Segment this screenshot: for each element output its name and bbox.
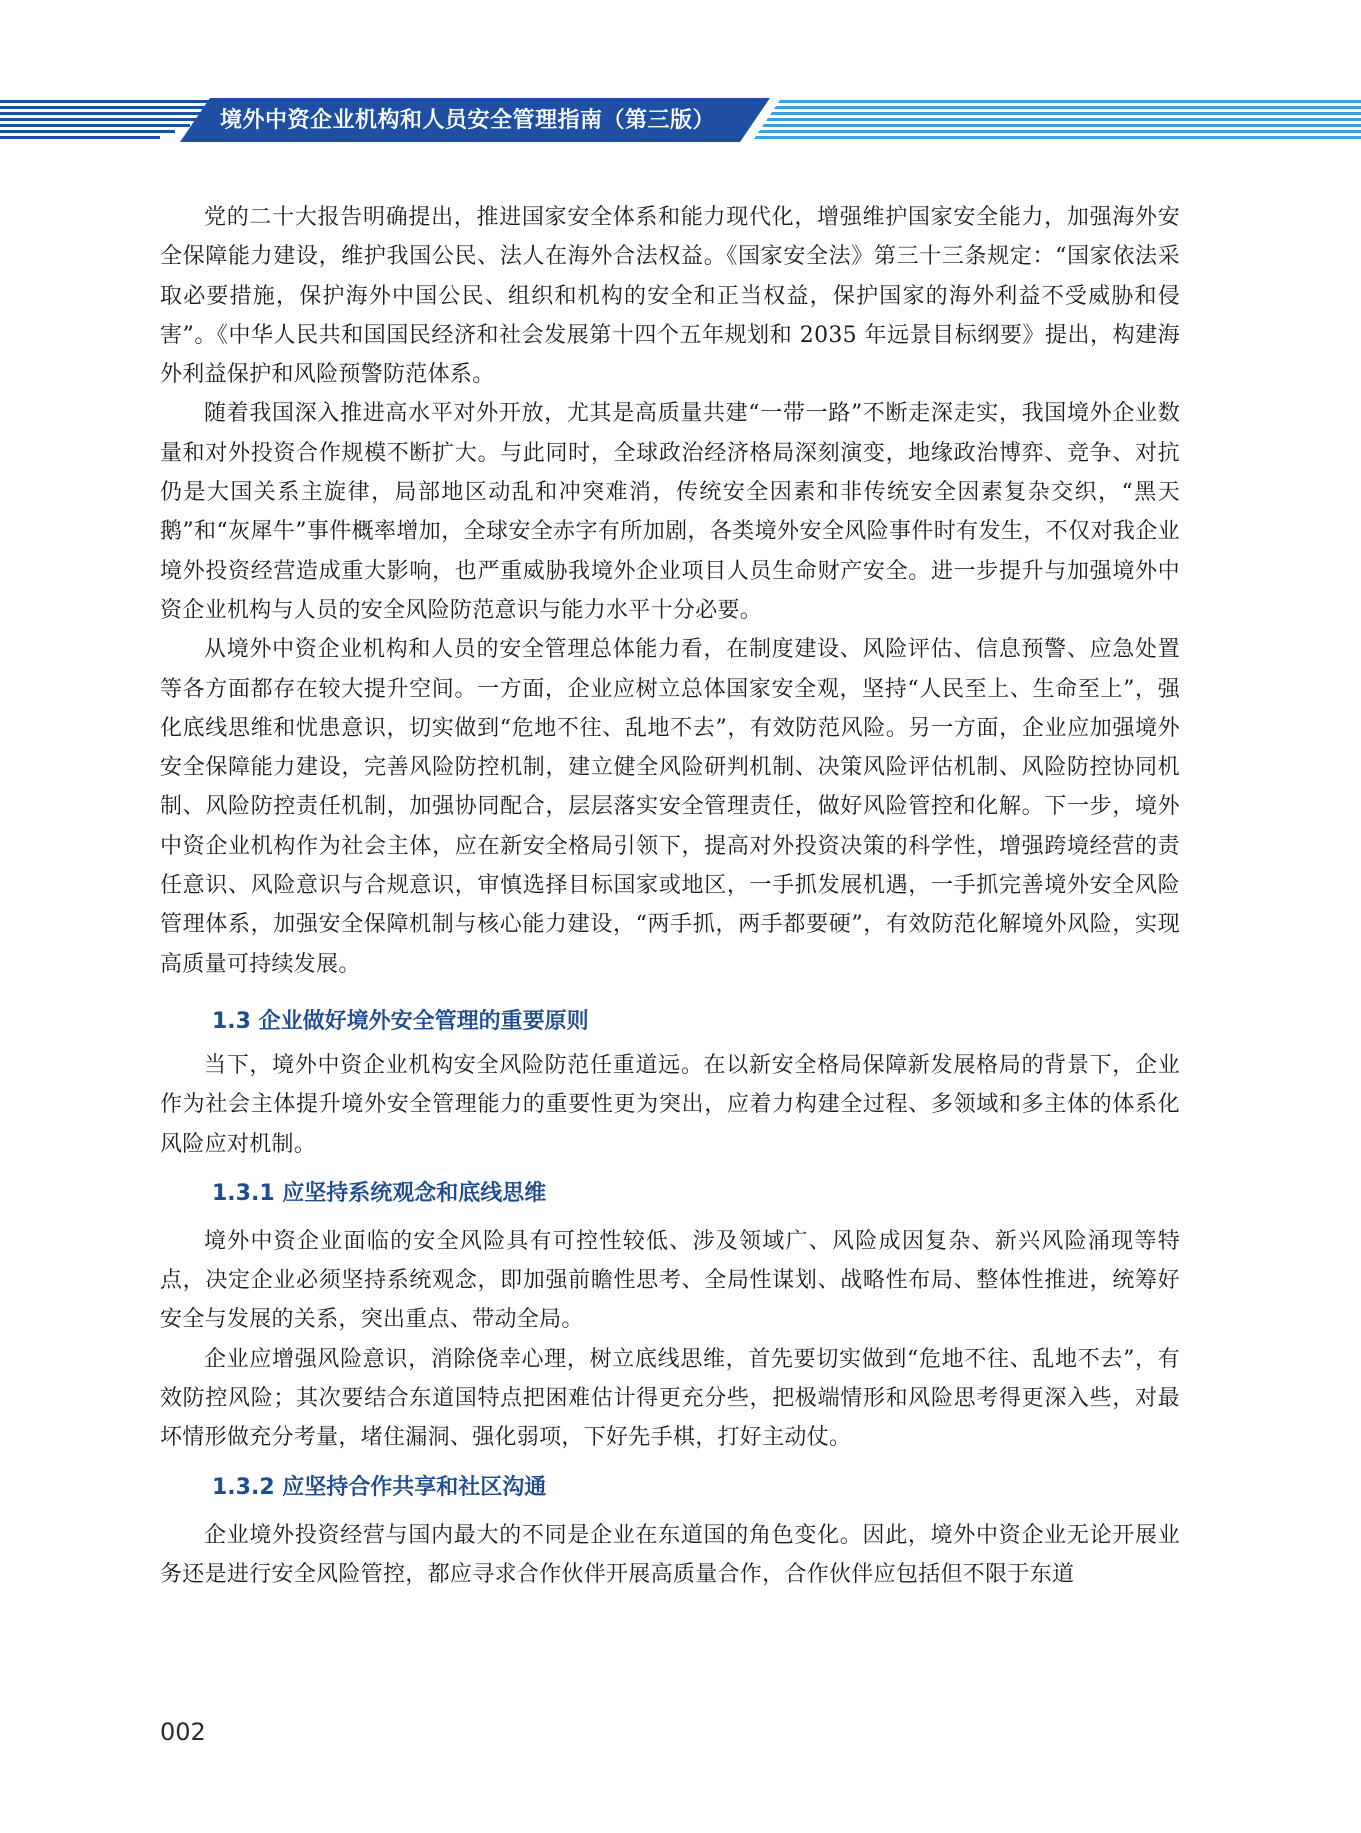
section-heading-1-3: 1.3 企业做好境外安全管理的重要原则: [212, 1008, 589, 1034]
body-paragraph-3: 从境外中资企业机构和人员的安全管理总体能力看，在制度建设、风险评估、信息预警、应急处置等各方面都存在较大提升空间。一方面，企业应树立总体国家安全观，坚持“人民至上、生命至上”，强化底线思维和忧患意识，切实做到“危地不往、乱地不去”，有效防范风险。另一方面，企业应加强境外安全保障能力建设，完善风险防控机制，建立健全风险研判机制、决策风险评估机制、风险防控协同机制、风险防控责任机制，加强协同配合，层层落实安全管理责任，做好风险管控和化解。下一步，境外中资企业机构作为社会主体，应在新安全格局引领下，提高对外投资决策的科学性，增强跨境经营的责任意识、风险意识与合规意识，审慎选择目标国家或地区，一手抓发展机遇，一手抓完善境外安全风险管理体系，加强安全保障机制与核心能力建设，“两手抓，两手都要硬”，有效防范化解境外风险，实现高质量可持续发展。: [160, 637, 1181, 977]
body-paragraph-1: 党的二十大报告明确提出，推进国家安全体系和能力现代化，增强维护国家安全能力，加强海外安全保障能力建设，维护我国公民、法人在海外合法权益。《国家安全法》第三十三条规定：“国家依法采取必要措施，保护海外中国公民、组织和机构的安全和正当权益，保护国家的海外利益不受威胁和侵害”。《中华人民共和国国民经济和社会发展第十四个五年规划和 2035 年远景目标纲要》提出，构建海外利益保护和风险预警防范体系。: [160, 205, 1180, 388]
page-number: 002: [160, 1718, 206, 1746]
body-paragraph-6: 企业应增强风险意识，消除侥幸心理，树立底线思维，首先要切实做到“危地不往、乱地不去”，有效防控风险；其次要结合东道国特点把困难估计得更充分些，把极端情形和风险思考得更深入些，对最坏情形做充分考量，堵住漏洞、强化弱项，下好先手棋，打好主动仗。: [160, 1346, 1180, 1451]
body-paragraph-5: 境外中资企业面临的安全风险具有可控性较低、涉及领域广、风险成因复杂、新兴风险涌现等特点，决定企业必须坚持系统观念，即加强前瞻性思考、全局性谋划、战略性布局、整体性推进，统筹好安全与发展的关系，突出重点、带动全局。: [160, 1228, 1180, 1333]
page-body: [160, 198, 1180, 1594]
body-paragraph-4: 当下，境外中资企业机构安全风险防范任重道远。在以新安全格局保障新发展格局的背景下，企业作为社会主体提升境外安全管理能力的重要性更为突出，应着力构建全过程、多领域和多主体的体系化风险应对机制。: [160, 1052, 1180, 1157]
header-stripes-right: [754, 100, 1361, 139]
subsection-heading-1-3-1: 1.3.1 应坚持系统观念和底线思维: [212, 1180, 547, 1206]
subsection-heading-1-3-2: 1.3.2 应坚持合作共享和社区沟通: [212, 1474, 547, 1500]
body-paragraph-7: 企业境外投资经营与国内最大的不同是企业在东道国的角色变化。因此，境外中资企业无论开展业务还是进行安全风险管控，都应寻求合作伙伴开展高质量合作，合作伙伴应包括但不限于东道: [160, 1522, 1180, 1587]
body-paragraph-2: 随着我国深入推进高水平对外开放，尤其是高质量共建“一带一路”不断走深走实，我国境外企业数量和对外投资合作规模不断扩大。与此同时，全球政治经济格局深刻演变，地缘政治博弈、竞争、对抗仍是大国关系主旋律，局部地区动乱和冲突难消，传统安全因素和非传统安全因素复杂交织，“黑天鹅”和“灰犀牛”事件概率增加，全球安全赤字有所加剧，各类境外安全风险事件时有发生，不仅对我企业境外投资经营造成重大影响，也严重威胁我境外企业项目人员生命财产安全。进一步提升与加强境外中资企业机构与人员的安全风险防范意识与能力水平十分必要。: [160, 401, 1180, 623]
running-header-title: 境外中资企业机构和人员安全管理指南（第三版）: [220, 108, 716, 133]
